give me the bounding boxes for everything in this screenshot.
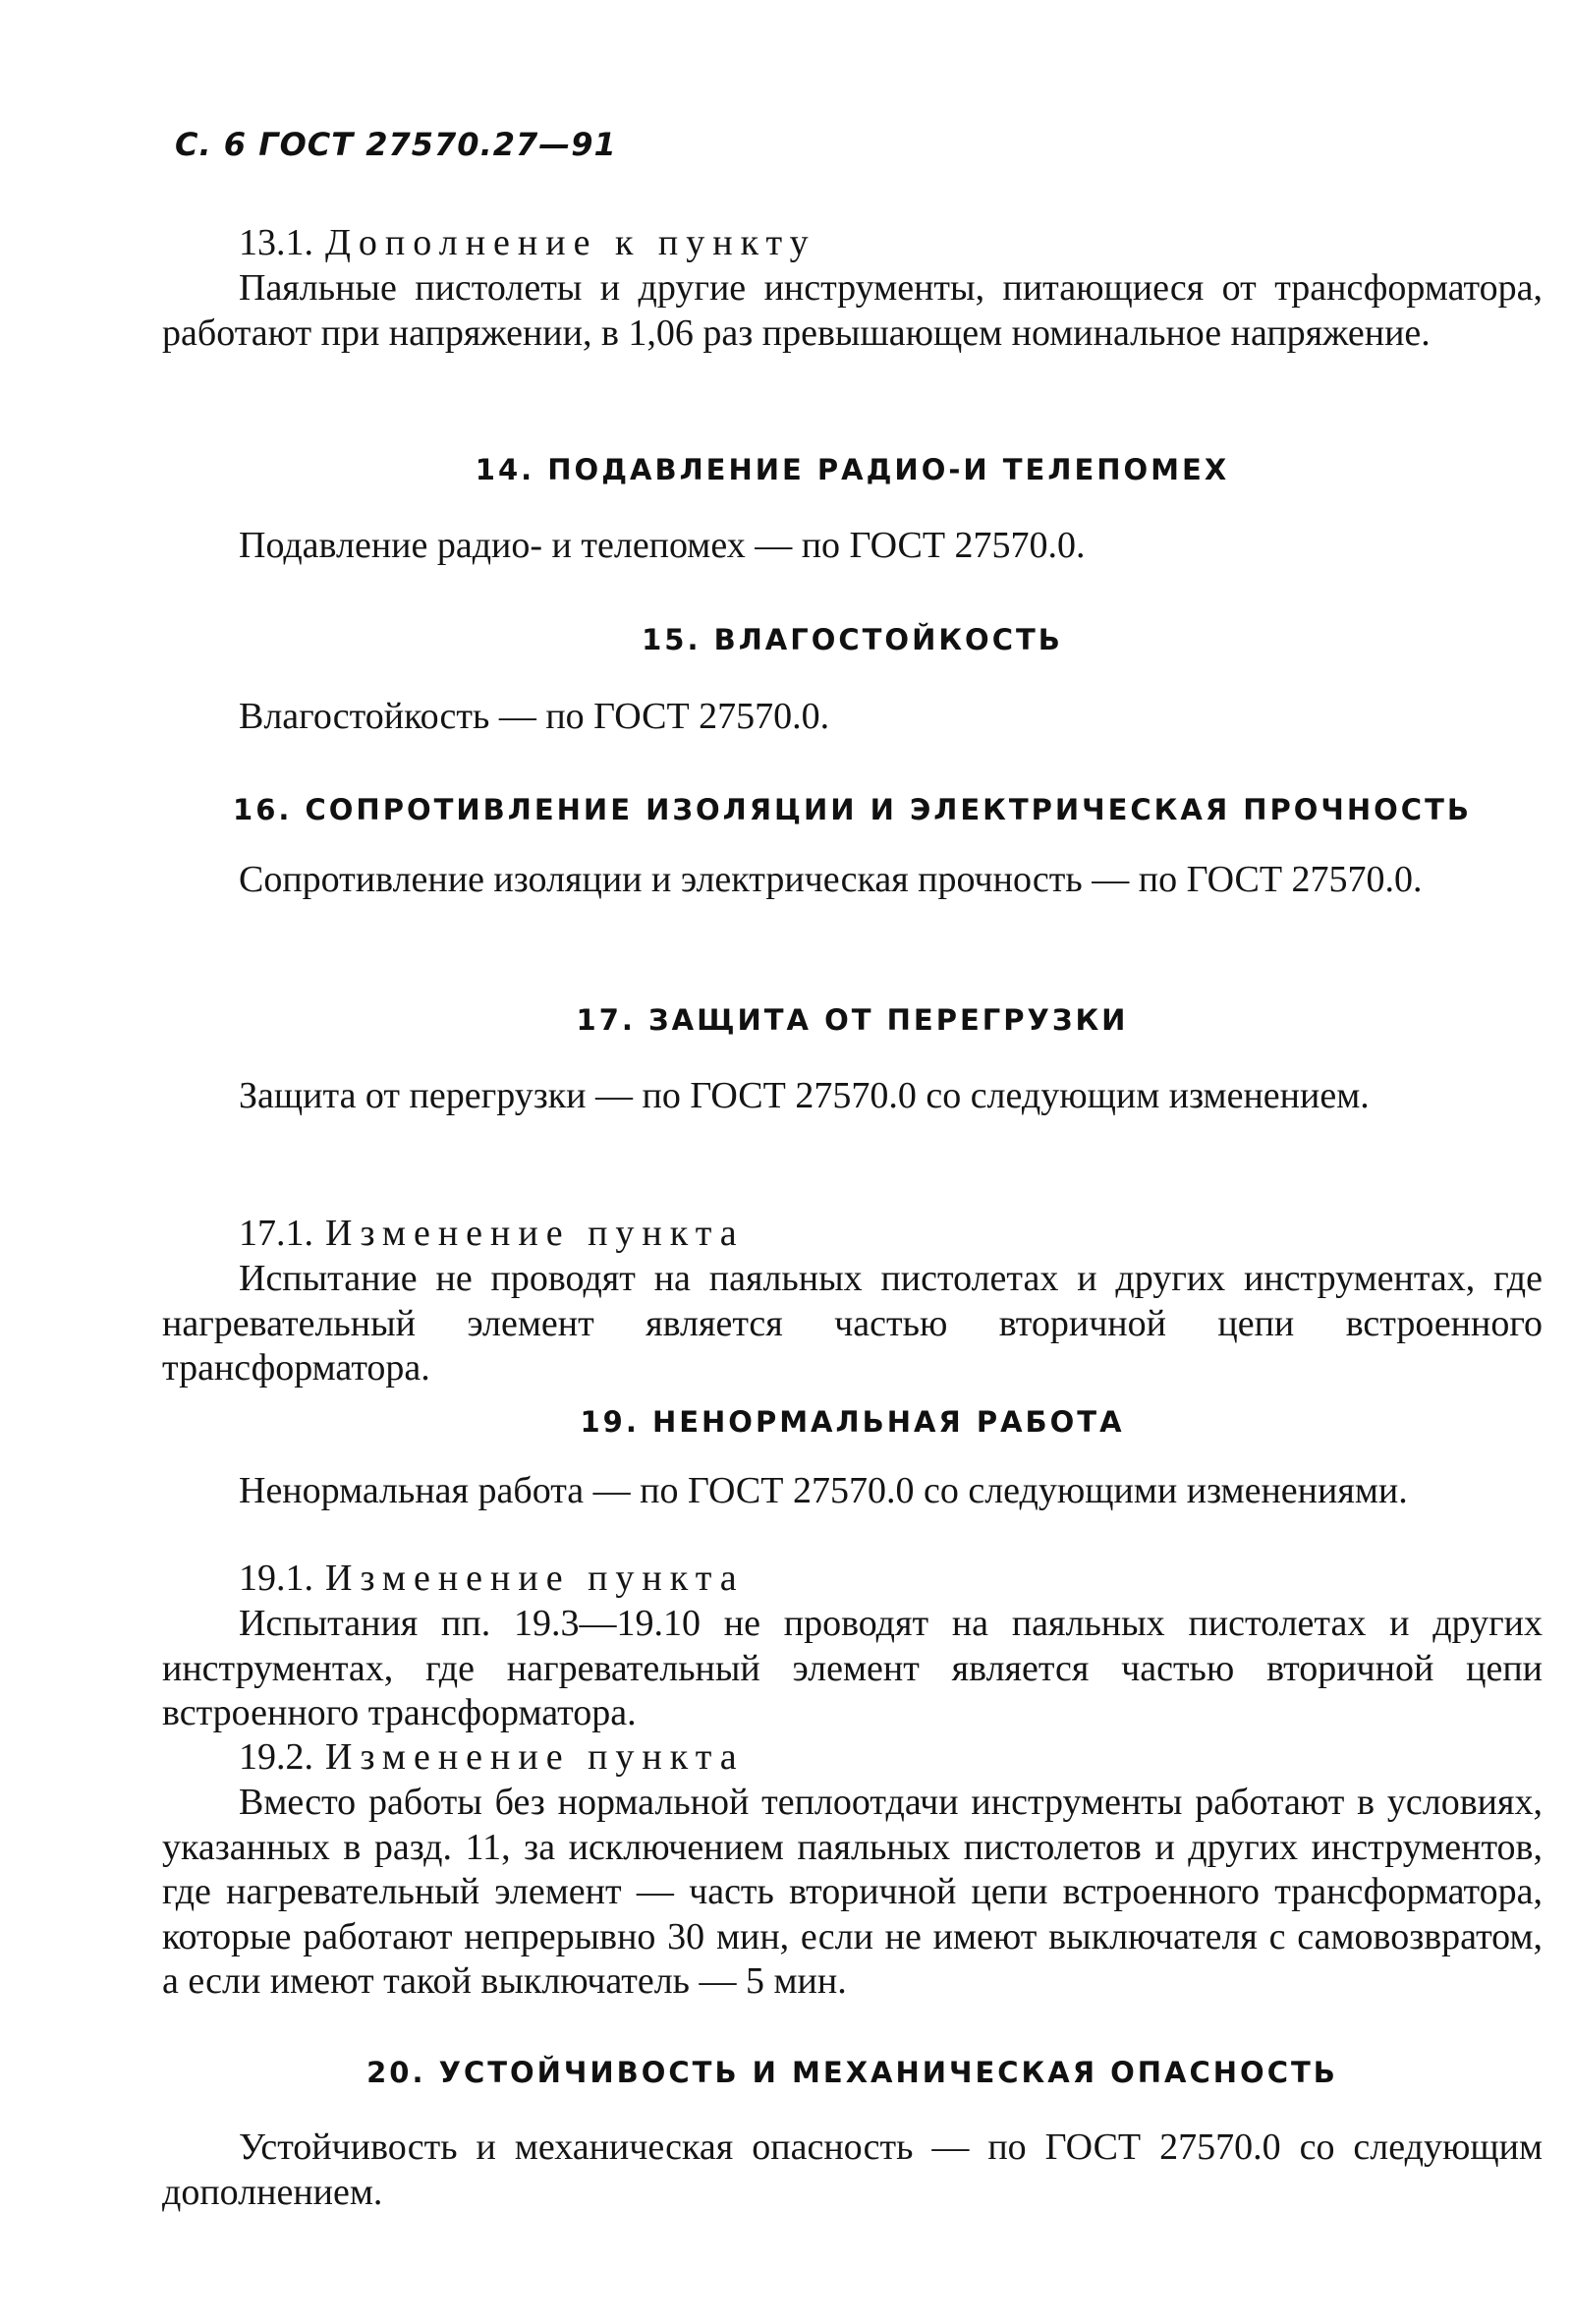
paragraph-text: Вместо работы без нормальной теплоотдачи инструменты работают в условиях, указанных в разд. 11, за исключением паяльных пистолетов и других инструментов, где нагревательный элемент — часть вторичной цепи встроенного трансформатора, которые работают непрерывно 30 мин, если не имеют выключателя с самовозвратом, а если имеют такой выключатель — 5 мин. [162,1782,1543,2002]
clause-title: Изменение пункта [325,1558,745,1599]
clause-title: Изменение пункта [325,1213,745,1254]
section-heading-14: 14. ПОДАВЛЕНИЕ РАДИО-И ТЕЛЕПОМЕХ [475,453,1230,486]
paragraph-19-1 [162,1602,1543,1736]
section-heading-17: 17. ЗАЩИТА ОТ ПЕРЕГРУЗКИ [576,1003,1129,1037]
paragraph-text: Подавление радио- и телепомех — по ГОСТ 27570.0. [239,525,1086,566]
paragraph-text: Устойчивость и механическая опасность — по ГОСТ 27570.0 со следующим дополнением. [162,2126,1543,2213]
clause-number: 17.1. [239,1213,313,1254]
paragraph-13-1 [162,266,1543,356]
paragraph-text: Влагостойкость — по ГОСТ 27570.0. [239,696,830,737]
clause-title: Дополнение к пункту [325,222,816,263]
paragraph-text: Ненормальная работа — по ГОСТ 27570.0 со следующими изменениями. [239,1470,1408,1511]
section-heading-15: 15. ВЛАГОСТОЙКОСТЬ [642,623,1063,656]
paragraph-15 [162,695,1543,740]
clause-number: 19.2. [239,1736,313,1778]
running-head: С. 6 ГОСТ 27570.27—91 [175,126,617,163]
paragraph-14 [162,524,1543,569]
paragraph-20 [162,2126,1543,2215]
section-heading-20: 20. УСТОЙЧИВОСТЬ И МЕХАНИЧЕСКАЯ ОПАСНОСТЬ [366,2056,1338,2089]
paragraph-17-1 [162,1257,1543,1391]
paragraph-16 [162,858,1543,903]
paragraph-text: Паяльные пистолеты и другие инструменты, питающиеся от трансформатора, работают при напряжении, в 1,06 раз превышающем номинальное напряжение. [162,267,1543,354]
paragraph-text: Испытания пп. 19.3—19.10 не проводят на паяльных пистолетах и других инструментах, где нагревательный элемент является частью вторичной цепи встроенного трансформатора. [162,1603,1543,1733]
clause-heading-19-1 [239,1557,745,1602]
clause-heading-19-2 [239,1735,745,1781]
section-heading-19: 19. НЕНОРМАЛЬНАЯ РАБОТА [580,1405,1125,1439]
clause-number: 13.1. [239,222,313,263]
paragraph-text: Сопротивление изоляции и электрическая прочность — по ГОСТ 27570.0. [239,859,1423,900]
paragraph-19 [162,1469,1543,1514]
section-heading-16: 16. СОПРОТИВЛЕНИЕ ИЗОЛЯЦИИ И ЭЛЕКТРИЧЕСКАЯ ПРОЧНОСТЬ [233,793,1472,826]
paragraph-19-2 [162,1781,1543,2005]
clause-number: 19.1. [239,1558,313,1599]
paragraph-text: Защита от перегрузки — по ГОСТ 27570.0 со следующим изменением. [239,1075,1370,1116]
clause-heading-13-1 [239,221,816,266]
clause-heading-17-1 [239,1212,745,1257]
clause-title: Изменение пункта [325,1736,745,1778]
paragraph-17 [162,1074,1543,1119]
paragraph-text: Испытание не проводят на паяльных пистолетах и других инструментах, где нагревательный элемент является частью вторичной цепи встроенного трансформатора. [162,1258,1543,1389]
